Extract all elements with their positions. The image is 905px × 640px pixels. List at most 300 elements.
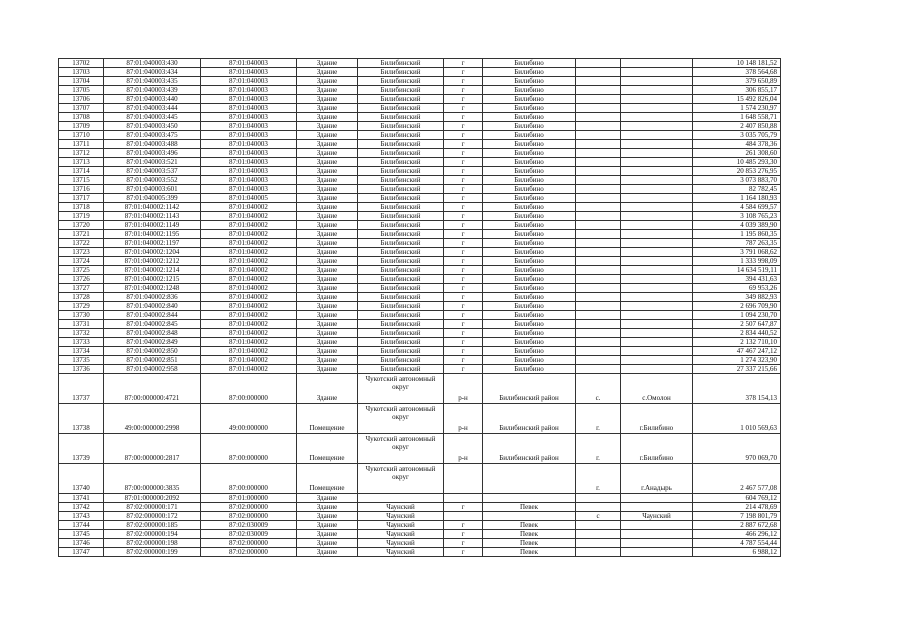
- district-cell: Билибинский: [358, 86, 444, 95]
- table-row: [59, 320, 781, 329]
- settlement-cell: Билибино: [483, 311, 576, 320]
- settlement-type-cell: [444, 494, 483, 503]
- table-row: [59, 131, 781, 140]
- settlement-cell: Билибино: [483, 59, 576, 68]
- cadastral-value-cell: 3 791 068,62: [693, 248, 781, 257]
- district-cell: Билибинский: [358, 59, 444, 68]
- object-type-cell: Здание: [297, 329, 358, 338]
- settlement-type-cell: г: [444, 284, 483, 293]
- district-cell: Билибинский: [358, 320, 444, 329]
- locality-type-cell: г.: [576, 464, 621, 494]
- cadastral-value-cell: 378 564,68: [693, 68, 781, 77]
- locality-type-cell: [576, 302, 621, 311]
- table-row: [59, 512, 781, 521]
- cadastral-quarter-cell: 87:01:040005: [201, 194, 297, 203]
- locality-type-cell: [576, 320, 621, 329]
- object-type-cell: Здание: [297, 131, 358, 140]
- locality-cell: [621, 167, 693, 176]
- district-cell: Билибинский: [358, 185, 444, 194]
- settlement-cell: Билибино: [483, 140, 576, 149]
- locality-cell: [621, 320, 693, 329]
- row-number-cell: 13716: [59, 185, 104, 194]
- locality-type-cell: [576, 548, 621, 557]
- cadastral-number-cell: 87:01:040002:836: [104, 293, 201, 302]
- settlement-cell: Билибинский район: [483, 374, 576, 404]
- locality-cell: [621, 521, 693, 530]
- locality-type-cell: [576, 95, 621, 104]
- settlement-cell: Билибино: [483, 149, 576, 158]
- table-row: [59, 203, 781, 212]
- object-type-cell: Здание: [297, 320, 358, 329]
- cadastral-number-cell: 87:01:040002:1142: [104, 203, 201, 212]
- table-row: [59, 194, 781, 203]
- district-cell: Чаунский: [358, 548, 444, 557]
- settlement-type-cell: г: [444, 530, 483, 539]
- district-cell: Билибинский: [358, 194, 444, 203]
- table-row: [59, 248, 781, 257]
- table-row: [59, 275, 781, 284]
- settlement-cell: Билибино: [483, 212, 576, 221]
- settlement-cell: Билибино: [483, 104, 576, 113]
- table-row: [59, 530, 781, 539]
- settlement-type-cell: г: [444, 158, 483, 167]
- cadastral-quarter-cell: 87:01:040002: [201, 347, 297, 356]
- table-row: [59, 95, 781, 104]
- settlement-cell: Певек: [483, 539, 576, 548]
- object-type-cell: Здание: [297, 374, 358, 404]
- table-row: [59, 302, 781, 311]
- row-number-cell: 13720: [59, 221, 104, 230]
- row-number-cell: 13745: [59, 530, 104, 539]
- cadastral-value-cell: 214 478,69: [693, 503, 781, 512]
- object-type-cell: Здание: [297, 302, 358, 311]
- locality-type-cell: [576, 266, 621, 275]
- settlement-cell: Билибино: [483, 95, 576, 104]
- cadastral-quarter-cell: 87:01:040002: [201, 284, 297, 293]
- settlement-type-cell: г: [444, 149, 483, 158]
- locality-type-cell: [576, 59, 621, 68]
- cadastral-quarter-cell: 87:01:040002: [201, 275, 297, 284]
- cadastral-quarter-cell: 87:01:040002: [201, 230, 297, 239]
- object-type-cell: Помещение: [297, 404, 358, 434]
- cadastral-value-cell: 2 696 709,90: [693, 302, 781, 311]
- object-type-cell: Здание: [297, 293, 358, 302]
- settlement-cell: Билибино: [483, 365, 576, 374]
- locality-cell: [621, 239, 693, 248]
- district-cell: Чаунский: [358, 503, 444, 512]
- cadastral-quarter-cell: 87:01:000000: [201, 494, 297, 503]
- settlement-type-cell: г: [444, 521, 483, 530]
- locality-type-cell: [576, 140, 621, 149]
- object-type-cell: Здание: [297, 257, 358, 266]
- locality-cell: [621, 149, 693, 158]
- object-type-cell: Здание: [297, 248, 358, 257]
- settlement-cell: Билибино: [483, 347, 576, 356]
- locality-type-cell: [576, 185, 621, 194]
- settlement-cell: Билибино: [483, 329, 576, 338]
- cadastral-number-cell: 87:02:000000:185: [104, 521, 201, 530]
- object-type-cell: Здание: [297, 356, 358, 365]
- cadastral-quarter-cell: 87:01:040002: [201, 257, 297, 266]
- locality-cell: [621, 113, 693, 122]
- locality-cell: [621, 503, 693, 512]
- object-type-cell: Здание: [297, 185, 358, 194]
- district-cell: Билибинский: [358, 302, 444, 311]
- district-cell: Чаунский: [358, 512, 444, 521]
- cadastral-number-cell: 87:01:040002:1214: [104, 266, 201, 275]
- object-type-cell: Здание: [297, 266, 358, 275]
- locality-type-cell: [576, 503, 621, 512]
- district-cell: Билибинский: [358, 266, 444, 275]
- cadastral-quarter-cell: 87:01:040002: [201, 302, 297, 311]
- settlement-cell: Билибинский район: [483, 404, 576, 434]
- locality-cell: [621, 347, 693, 356]
- object-type-cell: Здание: [297, 338, 358, 347]
- cadastral-value-cell: 47 467 247,12: [693, 347, 781, 356]
- locality-cell: [621, 548, 693, 557]
- cadastral-number-cell: 87:01:040003:475: [104, 131, 201, 140]
- object-type-cell: Здание: [297, 194, 358, 203]
- district-cell: Билибинский: [358, 140, 444, 149]
- row-number-cell: 13742: [59, 503, 104, 512]
- district-cell: Чаунский: [358, 530, 444, 539]
- settlement-cell: Билибино: [483, 113, 576, 122]
- settlement-type-cell: г: [444, 86, 483, 95]
- settlement-type-cell: г: [444, 221, 483, 230]
- locality-cell: [621, 185, 693, 194]
- cadastral-value-cell: 1 274 323,90: [693, 356, 781, 365]
- locality-cell: [621, 59, 693, 68]
- cadastral-quarter-cell: 87:02:000000: [201, 539, 297, 548]
- object-type-cell: Здание: [297, 140, 358, 149]
- cadastral-number-cell: 87:01:040002:1197: [104, 239, 201, 248]
- district-cell: Билибинский: [358, 104, 444, 113]
- cadastral-number-cell: 87:01:040002:1204: [104, 248, 201, 257]
- row-number-cell: 13717: [59, 194, 104, 203]
- settlement-cell: Билибино: [483, 194, 576, 203]
- cadastral-number-cell: 87:01:040002:1215: [104, 275, 201, 284]
- cadastral-number-cell: 87:00:000000:3835: [104, 464, 201, 494]
- cadastral-quarter-cell: 87:01:040003: [201, 104, 297, 113]
- cadastral-value-cell: 1 094 230,70: [693, 311, 781, 320]
- table-row: [59, 68, 781, 77]
- locality-cell: [621, 68, 693, 77]
- locality-cell: [621, 302, 693, 311]
- settlement-cell: Певек: [483, 548, 576, 557]
- locality-cell: [621, 494, 693, 503]
- locality-type-cell: [576, 167, 621, 176]
- cadastral-number-cell: 87:01:040002:844: [104, 311, 201, 320]
- row-number-cell: 13713: [59, 158, 104, 167]
- district-cell: Билибинский: [358, 329, 444, 338]
- cadastral-value-cell: 3 073 883,70: [693, 176, 781, 185]
- locality-cell: [621, 248, 693, 257]
- property-table: [58, 58, 781, 557]
- cadastral-value-cell: 14 634 519,11: [693, 266, 781, 275]
- cadastral-quarter-cell: 87:01:040003: [201, 68, 297, 77]
- cadastral-value-cell: 2 507 647,87: [693, 320, 781, 329]
- cadastral-value-cell: 4 039 389,90: [693, 221, 781, 230]
- settlement-cell: Билибино: [483, 77, 576, 86]
- district-cell: Билибинский: [358, 113, 444, 122]
- object-type-cell: Здание: [297, 68, 358, 77]
- locality-cell: [621, 230, 693, 239]
- cadastral-value-cell: 10 148 181,52: [693, 59, 781, 68]
- cadastral-number-cell: 87:01:040002:1248: [104, 284, 201, 293]
- object-type-cell: Здание: [297, 77, 358, 86]
- cadastral-value-cell: 378 154,13: [693, 374, 781, 404]
- cadastral-value-cell: 1 574 230,97: [693, 104, 781, 113]
- locality-cell: [621, 257, 693, 266]
- row-number-cell: 13743: [59, 512, 104, 521]
- cadastral-number-cell: 87:02:000000:199: [104, 548, 201, 557]
- cadastral-number-cell: 87:01:040002:850: [104, 347, 201, 356]
- cadastral-number-cell: 87:01:040002:1143: [104, 212, 201, 221]
- cadastral-quarter-cell: 87:01:040003: [201, 77, 297, 86]
- object-type-cell: Здание: [297, 347, 358, 356]
- settlement-type-cell: г: [444, 113, 483, 122]
- table-row: [59, 284, 781, 293]
- district-cell: Билибинский: [358, 122, 444, 131]
- table-row: [59, 140, 781, 149]
- settlement-type-cell: г: [444, 95, 483, 104]
- object-type-cell: Здание: [297, 86, 358, 95]
- row-number-cell: 13727: [59, 284, 104, 293]
- settlement-type-cell: г: [444, 131, 483, 140]
- table-row: [59, 176, 781, 185]
- locality-cell: [621, 95, 693, 104]
- district-cell: Билибинский: [358, 77, 444, 86]
- district-cell: Чаунский: [358, 521, 444, 530]
- cadastral-quarter-cell: 87:01:040002: [201, 365, 297, 374]
- district-cell: Билибинский: [358, 365, 444, 374]
- locality-type-cell: [576, 230, 621, 239]
- settlement-cell: Билибино: [483, 68, 576, 77]
- row-number-cell: 13744: [59, 521, 104, 530]
- object-type-cell: Здание: [297, 230, 358, 239]
- district-cell: Билибинский: [358, 230, 444, 239]
- cadastral-number-cell: 87:01:040002:845: [104, 320, 201, 329]
- table-body: [59, 59, 781, 557]
- table-row: [59, 149, 781, 158]
- settlement-cell: [483, 512, 576, 521]
- cadastral-quarter-cell: 87:01:040003: [201, 122, 297, 131]
- locality-type-cell: [576, 347, 621, 356]
- cadastral-number-cell: 87:01:000000:2092: [104, 494, 201, 503]
- row-number-cell: 13740: [59, 464, 104, 494]
- district-cell: Чукотский автономный округ: [358, 434, 444, 464]
- row-number-cell: 13729: [59, 302, 104, 311]
- settlement-cell: Билибино: [483, 293, 576, 302]
- settlement-type-cell: г: [444, 257, 483, 266]
- table-row: [59, 521, 781, 530]
- settlement-type-cell: [444, 512, 483, 521]
- locality-type-cell: [576, 248, 621, 257]
- cadastral-quarter-cell: 87:02:000000: [201, 512, 297, 521]
- locality-type-cell: [576, 239, 621, 248]
- cadastral-value-cell: 604 769,12: [693, 494, 781, 503]
- object-type-cell: Здание: [297, 59, 358, 68]
- row-number-cell: 13731: [59, 320, 104, 329]
- cadastral-quarter-cell: 87:01:040002: [201, 239, 297, 248]
- table-row: [59, 104, 781, 113]
- row-number-cell: 13712: [59, 149, 104, 158]
- locality-cell: [621, 122, 693, 131]
- locality-type-cell: [576, 293, 621, 302]
- locality-type-cell: [576, 338, 621, 347]
- locality-type-cell: [576, 221, 621, 230]
- row-number-cell: 13741: [59, 494, 104, 503]
- settlement-cell: Билибино: [483, 230, 576, 239]
- cadastral-quarter-cell: 87:01:040003: [201, 185, 297, 194]
- cadastral-value-cell: 970 069,70: [693, 434, 781, 464]
- cadastral-quarter-cell: 87:01:040003: [201, 149, 297, 158]
- cadastral-number-cell: 87:01:040002:1195: [104, 230, 201, 239]
- row-number-cell: 13702: [59, 59, 104, 68]
- cadastral-value-cell: 1 333 998,09: [693, 257, 781, 266]
- table-row: [59, 329, 781, 338]
- settlement-cell: Певек: [483, 530, 576, 539]
- cadastral-number-cell: 87:01:040003:439: [104, 86, 201, 95]
- district-cell: Чукотский автономный округ: [358, 374, 444, 404]
- cadastral-value-cell: 10 485 293,30: [693, 158, 781, 167]
- settlement-type-cell: г: [444, 59, 483, 68]
- cadastral-quarter-cell: 87:01:040002: [201, 248, 297, 257]
- row-number-cell: 13733: [59, 338, 104, 347]
- object-type-cell: Здание: [297, 212, 358, 221]
- table-row: [59, 266, 781, 275]
- cadastral-number-cell: 87:01:040002:958: [104, 365, 201, 374]
- district-cell: Билибинский: [358, 257, 444, 266]
- row-number-cell: 13732: [59, 329, 104, 338]
- settlement-cell: Билибино: [483, 86, 576, 95]
- cadastral-quarter-cell: 87:01:040002: [201, 266, 297, 275]
- cadastral-number-cell: 87:01:040002:840: [104, 302, 201, 311]
- settlement-type-cell: г: [444, 320, 483, 329]
- settlement-cell: Билибино: [483, 356, 576, 365]
- object-type-cell: Здание: [297, 167, 358, 176]
- table-row: [59, 374, 781, 404]
- object-type-cell: Здание: [297, 275, 358, 284]
- locality-cell: с.Омолон: [621, 374, 693, 404]
- settlement-cell: [483, 464, 576, 494]
- object-type-cell: Здание: [297, 95, 358, 104]
- settlement-cell: Билибино: [483, 284, 576, 293]
- object-type-cell: Здание: [297, 158, 358, 167]
- table-row: [59, 539, 781, 548]
- cadastral-value-cell: 306 855,17: [693, 86, 781, 95]
- row-number-cell: 13710: [59, 131, 104, 140]
- locality-cell: [621, 140, 693, 149]
- cadastral-quarter-cell: 87:01:040003: [201, 131, 297, 140]
- object-type-cell: Здание: [297, 221, 358, 230]
- cadastral-value-cell: 2 407 850,88: [693, 122, 781, 131]
- settlement-type-cell: г: [444, 329, 483, 338]
- locality-cell: [621, 293, 693, 302]
- object-type-cell: Здание: [297, 521, 358, 530]
- cadastral-value-cell: 466 296,12: [693, 530, 781, 539]
- cadastral-value-cell: 2 467 577,08: [693, 464, 781, 494]
- cadastral-quarter-cell: 87:01:040002: [201, 212, 297, 221]
- settlement-type-cell: г: [444, 185, 483, 194]
- cadastral-quarter-cell: 87:00:000000: [201, 464, 297, 494]
- district-cell: Билибинский: [358, 131, 444, 140]
- cadastral-quarter-cell: 87:01:040002: [201, 311, 297, 320]
- settlement-cell: Певек: [483, 503, 576, 512]
- row-number-cell: 13736: [59, 365, 104, 374]
- settlement-type-cell: г: [444, 365, 483, 374]
- cadastral-quarter-cell: 87:01:040002: [201, 203, 297, 212]
- district-cell: Билибинский: [358, 176, 444, 185]
- cadastral-value-cell: 1 010 569,63: [693, 404, 781, 434]
- locality-type-cell: [576, 86, 621, 95]
- row-number-cell: 13707: [59, 104, 104, 113]
- cadastral-value-cell: 4 787 554,44: [693, 539, 781, 548]
- object-type-cell: Здание: [297, 122, 358, 131]
- object-type-cell: Здание: [297, 494, 358, 503]
- cadastral-value-cell: 3 035 705,79: [693, 131, 781, 140]
- locality-type-cell: [576, 275, 621, 284]
- object-type-cell: Здание: [297, 239, 358, 248]
- row-number-cell: 13728: [59, 293, 104, 302]
- locality-cell: [621, 329, 693, 338]
- settlement-cell: Билибино: [483, 167, 576, 176]
- cadastral-quarter-cell: 87:00:000000: [201, 374, 297, 404]
- locality-type-cell: [576, 203, 621, 212]
- settlement-type-cell: г: [444, 311, 483, 320]
- locality-cell: [621, 356, 693, 365]
- settlement-cell: Билибино: [483, 131, 576, 140]
- cadastral-value-cell: 1 195 860,35: [693, 230, 781, 239]
- row-number-cell: 13722: [59, 239, 104, 248]
- row-number-cell: 13747: [59, 548, 104, 557]
- locality-type-cell: с.: [576, 374, 621, 404]
- locality-cell: [621, 311, 693, 320]
- locality-type-cell: [576, 113, 621, 122]
- row-number-cell: 13724: [59, 257, 104, 266]
- settlement-type-cell: р-н: [444, 434, 483, 464]
- settlement-cell: Билибино: [483, 248, 576, 257]
- cadastral-quarter-cell: 49:00:000000: [201, 404, 297, 434]
- settlement-type-cell: г: [444, 68, 483, 77]
- locality-type-cell: [576, 68, 621, 77]
- row-number-cell: 13715: [59, 176, 104, 185]
- cadastral-number-cell: 87:02:000000:194: [104, 530, 201, 539]
- settlement-type-cell: г: [444, 122, 483, 131]
- district-cell: Чаунский: [358, 539, 444, 548]
- settlement-type-cell: г: [444, 548, 483, 557]
- row-number-cell: 13708: [59, 113, 104, 122]
- table-row: [59, 77, 781, 86]
- cadastral-value-cell: 379 650,89: [693, 77, 781, 86]
- row-number-cell: 13705: [59, 86, 104, 95]
- cadastral-number-cell: 87:01:040003:430: [104, 59, 201, 68]
- locality-type-cell: [576, 365, 621, 374]
- settlement-type-cell: г: [444, 347, 483, 356]
- row-number-cell: 13719: [59, 212, 104, 221]
- settlement-cell: Билибино: [483, 338, 576, 347]
- cadastral-number-cell: 87:01:040003:435: [104, 77, 201, 86]
- table-row: [59, 86, 781, 95]
- row-number-cell: 13726: [59, 275, 104, 284]
- table-row: [59, 494, 781, 503]
- cadastral-quarter-cell: 87:02:030009: [201, 530, 297, 539]
- settlement-cell: Билибино: [483, 302, 576, 311]
- cadastral-value-cell: 2 132 710,10: [693, 338, 781, 347]
- cadastral-number-cell: 87:02:000000:198: [104, 539, 201, 548]
- table-row: [59, 221, 781, 230]
- cadastral-number-cell: 87:01:040002:848: [104, 329, 201, 338]
